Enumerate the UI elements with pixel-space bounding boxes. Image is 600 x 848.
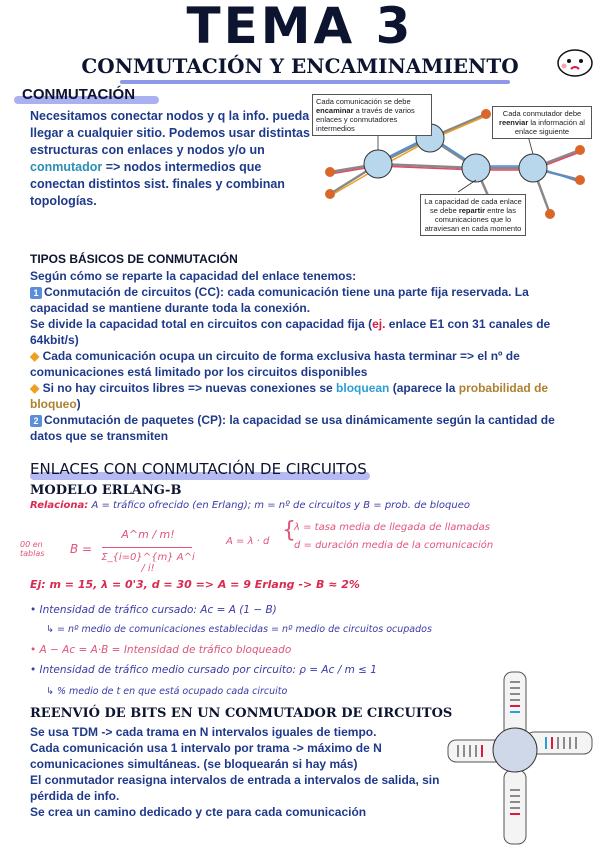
por-circuito-line: • Intensidad de tráfico medio cursado por circuito: ρ = Ac / m ≤ 1 <box>30 664 377 676</box>
tablas-note: 00 en tablas <box>20 540 45 558</box>
relacion-line: Relaciona: A = tráfico ofrecido (en Erlang); m = nº de circuitos y B = prob. de bloqueo <box>30 500 470 511</box>
conmutador-term: conmutador <box>30 160 103 174</box>
reenvio-heading: REENVIÓ DE BITS EN UN CONMUTADOR DE CIRCUITOS <box>30 706 453 721</box>
lambda-definition: λ = tasa media de llegada de llamadas <box>294 522 490 533</box>
tipos-body: Según cómo se reparte la capacidad del enlace tenemos: 1 Conmutación de circuitos (CC): cada comunicación tiene una parte fija reservada. La capacidad se mantiene durante toda la conexión. Se divide la capacidad total en circuitos con capacidad fija (ej. enlace E1 con 31 canales de 64kbit/s) ◆ Cada comunicación ocupa un circuito de forma exclusiva hasta terminar => el nº de comunicaciones está limitado por los circuitos disponibles ◆ Si no hay circuitos libres => nuevas conexiones se bloquean (aparece la probabilidad de bloqueo) 2 Conmutación de paquetes (CP): la capacidad se usa dinámicamente según la cantidad de datos que se transmiten <box>30 269 555 443</box>
enlaces-heading: ENLACES CON CONMUTACIÓN DE CIRCUITOS <box>30 460 367 478</box>
formula-b-label: B = <box>70 542 93 556</box>
page-subtitle: CONMUTACIÓN Y ENCAMINAMIENTO <box>81 54 519 78</box>
formula-denominator: Σ_{i=0}^{m} A^i / i! <box>101 552 195 574</box>
doodle-icon <box>555 45 595 79</box>
bloqueado-line: • A − Ac = A·B = Intensidad de tráfico bloqueado <box>30 644 292 656</box>
intro-paragraph: Necesitamos conectar nodos y q la info. pueda llegar a cualquier sitio. Podemos usar distintas estructuras con enlaces y nodos y/o un conmutador => nodos intermedios que conectan distintos sist. finales y combinan topologías. <box>30 109 310 208</box>
section-heading-conmutacion: CONMUTACIÓN <box>22 86 135 103</box>
formula-a: A = λ · d <box>226 536 270 547</box>
intensidad-line: • Intensidad de tráfico cursado: Ac = A (1 − B) <box>30 604 277 616</box>
callout-repartir: La capacidad de cada enlace se debe repartir entre las comunicaciones que lo atraviesan en cada momento <box>420 194 526 236</box>
tdm-switch-diagram <box>446 670 596 848</box>
reenvio-body: Se usa TDM -> cada trama en N intervalos iguales de tiempo. Cada comunicación usa 1 intervalo por trama -> máximo de N comunicaciones simultáneas. (se bloquearán si hay más) El conmutador reasigna intervalos de entrada a intervalos de salida, sin pérdida de info. Se crea un camino dedicado y cte para cada comunicación <box>30 725 440 819</box>
number-one-icon: 1 <box>30 287 42 299</box>
bullet-icon: ◆ <box>30 381 40 395</box>
formula-numerator: A^m / m! <box>121 528 175 541</box>
page-title: TEMA 3 <box>186 0 414 55</box>
intensidad-note: ↳ = nº medio de comunicaciones establecidas = nº medio de circuitos ocupados <box>46 624 432 635</box>
ejemplo-line: Ej: m = 15, λ = 0'3, d = 30 => A = 9 Erlang -> B ≈ 2% <box>30 578 360 591</box>
callout-reenviar: Cada conmutador debe reenviar la información al enlace siguiente <box>492 106 592 139</box>
number-two-icon: 2 <box>30 415 42 427</box>
por-circuito-note: ↳ % medio de t en que está ocupado cada circuito <box>46 686 288 697</box>
subtitle-underline <box>120 80 510 84</box>
callout-encaminar: Cada comunicación se debe encaminar a través de varios enlaces y conmutadores intermedios <box>312 94 432 136</box>
bullet-icon: ◆ <box>30 349 40 363</box>
curly-brace: { <box>282 518 296 543</box>
d-definition: d = duración media de la comunicación <box>294 540 494 551</box>
fraction-bar <box>102 547 192 548</box>
erlang-heading: MODELO ERLANG-B <box>30 483 182 498</box>
tipos-heading: TIPOS BÁSICOS DE CONMUTACIÓN <box>30 252 238 266</box>
